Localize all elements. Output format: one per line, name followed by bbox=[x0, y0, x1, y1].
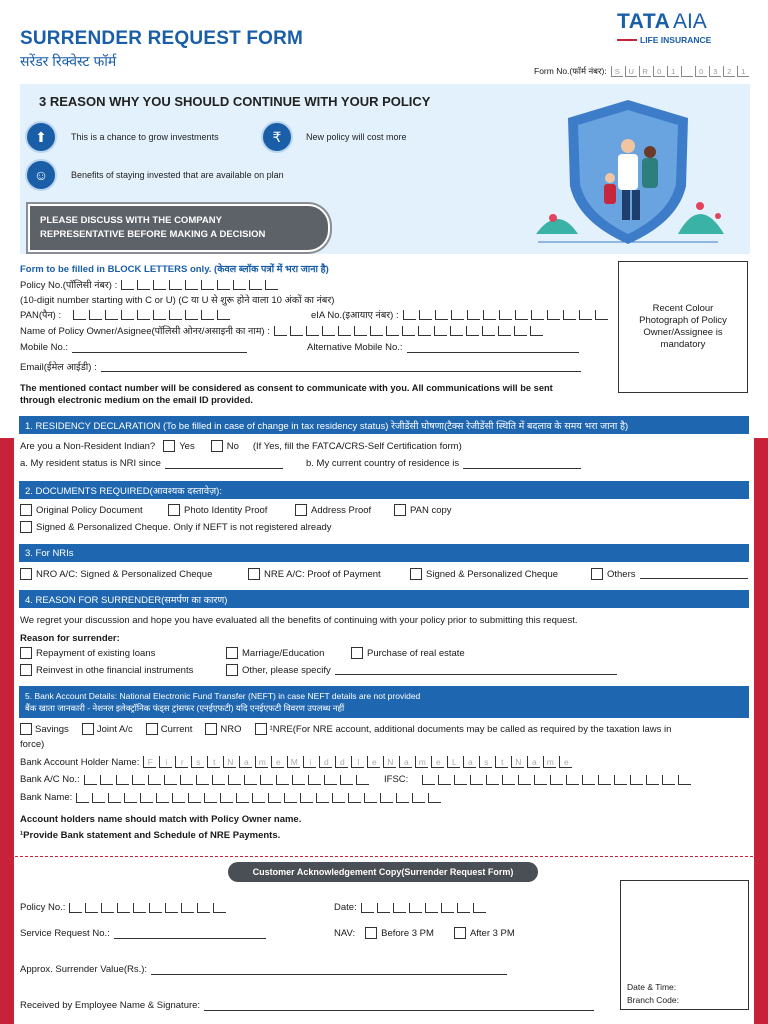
reason-bar bbox=[19, 590, 749, 608]
before-3pm-checkbox[interactable] bbox=[365, 927, 377, 939]
consent-line-2: through electronic medium on the email ID provided. bbox=[20, 395, 253, 405]
fatca-note: (If Yes, fill the FATCA/CRS-Self Certification form) bbox=[252, 440, 462, 452]
country-label: b. My current country of residence is bbox=[306, 458, 460, 469]
nre-proof-checkbox[interactable] bbox=[248, 568, 260, 580]
ifsc-label: IFSC: bbox=[384, 774, 409, 785]
reason-item-3 bbox=[351, 647, 465, 659]
ifsc-boxes[interactable] bbox=[422, 775, 694, 785]
doc-item-3 bbox=[295, 504, 371, 516]
nri-item-3 bbox=[410, 568, 558, 580]
email-field[interactable] bbox=[101, 362, 581, 372]
cost-icon: ₹ bbox=[261, 121, 293, 153]
nro-cheque-checkbox[interactable] bbox=[20, 568, 32, 580]
ack-pill-text: Customer Acknowledgement Copy(Surrender Request Form) bbox=[252, 867, 514, 877]
logo-tata-text: TATA bbox=[617, 10, 671, 33]
documents-bar bbox=[19, 481, 749, 499]
reason-2: New policy will cost more bbox=[306, 132, 407, 142]
reason-bar-text: 4. REASON FOR SURRENDER(समर्पण का कारण) bbox=[25, 594, 228, 606]
nri-since-row bbox=[20, 458, 283, 469]
nri-no-label: No bbox=[226, 440, 239, 452]
ack-date-boxes[interactable] bbox=[361, 903, 489, 913]
nri-question: Are you a Non-Resident Indian? bbox=[20, 440, 156, 452]
nri-item-4 bbox=[591, 568, 748, 580]
bank-note-2: ¹Provide Bank statement and Schedule of NRE Payments. bbox=[20, 830, 281, 841]
ack-received-row bbox=[20, 1000, 594, 1011]
doc-pan-copy-checkbox[interactable] bbox=[394, 504, 406, 516]
current-label: Current bbox=[160, 723, 193, 735]
nro-checkbox[interactable] bbox=[205, 723, 217, 735]
bank-note-1: Account holders name should match with Policy Owner name. bbox=[20, 814, 302, 825]
marriage-label: Marriage/Education bbox=[242, 647, 325, 659]
mobile-field[interactable] bbox=[72, 343, 247, 353]
doc-address-proof-label: Address Proof bbox=[311, 504, 372, 516]
ack-approx-field[interactable] bbox=[151, 965, 507, 975]
joint-checkbox[interactable] bbox=[82, 723, 94, 735]
form-number bbox=[534, 66, 751, 77]
doc-item-2 bbox=[168, 504, 267, 516]
marriage-checkbox[interactable] bbox=[226, 647, 238, 659]
reason-regret-text: We regret your discussion and hope you have evaluated all the benefits of continuing with your policy prior to submitting this request. bbox=[20, 615, 578, 626]
family-shield-illustration bbox=[528, 94, 728, 250]
signed-cheque-label: Signed & Personalized Cheque bbox=[426, 568, 559, 580]
bank-bar-line-1: 5. Bank Account Details: National Electronic Fund Transfer (NEFT) in case NEFT details are not provided bbox=[25, 691, 421, 701]
logo-red-line bbox=[617, 39, 637, 41]
account-no-label: Bank A/C No.: bbox=[20, 774, 80, 785]
nris-bar bbox=[19, 544, 749, 562]
others-field[interactable] bbox=[640, 569, 748, 579]
form-subtitle-hindi: सरेंडर रिक्वेस्ट फॉर्म bbox=[20, 53, 117, 69]
branch-code-label: Branch Code: bbox=[627, 995, 679, 1005]
reason-item-1 bbox=[20, 647, 155, 659]
residency-bar-text: 1. RESIDENCY DECLARATION (To be filled in case of change in tax residency status) रेजीडेंसी घोषणा(टैक्स रेजीडेंसी स्थिति में बदलाव के समय भरा जाना है) bbox=[25, 420, 629, 432]
other-reason-label: Other, please specify bbox=[242, 664, 331, 676]
ack-service-field[interactable] bbox=[114, 929, 266, 939]
real-estate-label: Purchase of real estate bbox=[367, 647, 465, 659]
ack-service-label: Service Request No.: bbox=[20, 928, 110, 939]
doc-item-1 bbox=[20, 504, 143, 516]
doc-address-proof-checkbox[interactable] bbox=[295, 504, 307, 516]
stamp-box[interactable] bbox=[620, 880, 749, 1010]
others-label: Others bbox=[607, 568, 636, 580]
after-3pm-label: After 3 PM bbox=[469, 927, 515, 939]
policy-no-row bbox=[20, 278, 281, 291]
nri-no-checkbox[interactable] bbox=[211, 440, 223, 452]
eia-row bbox=[311, 308, 611, 321]
doc-original-policy-label: Original Policy Document bbox=[36, 504, 143, 516]
date-time-label: Date & Time: bbox=[627, 982, 677, 992]
ack-pill bbox=[228, 862, 538, 882]
nri-yes-checkbox[interactable] bbox=[163, 440, 175, 452]
ack-policy-boxes[interactable] bbox=[69, 903, 229, 913]
growth-icon: ⬆ bbox=[25, 121, 57, 153]
owner-name-boxes[interactable] bbox=[274, 326, 546, 336]
policy-no-label: Policy No.(पॉलिसी नंबर) : bbox=[20, 280, 118, 291]
left-red-bar bbox=[0, 438, 14, 1024]
policy-no-note: (10-digit number starting with C or U) (C या U से शुरू होने वाला 10 अंकों का नंबर) bbox=[20, 295, 335, 306]
ack-received-label: Received by Employee Name & Signature: bbox=[20, 1000, 201, 1011]
repayment-label: Repayment of existing loans bbox=[36, 647, 156, 659]
doc-cheque-checkbox[interactable] bbox=[20, 521, 32, 533]
alt-mobile-row bbox=[307, 342, 579, 353]
photo-box[interactable] bbox=[618, 261, 748, 393]
bank-name-row bbox=[20, 792, 444, 803]
right-red-bar bbox=[754, 438, 768, 1024]
discuss-banner bbox=[28, 204, 330, 252]
nri-since-label: a. My resident status is NRI since bbox=[20, 458, 161, 469]
logo-aia-text: AIA bbox=[672, 10, 707, 33]
owner-name-row bbox=[20, 324, 546, 337]
current-checkbox[interactable] bbox=[146, 723, 158, 735]
nro-label: NRO bbox=[220, 723, 242, 735]
reason-3: Benefits of staying invested that are available on plan bbox=[71, 170, 284, 180]
block-letters-note: Form to be filled in BLOCK LETTERS only. (केवल ब्लॉक पत्रों में भरा जाना है) bbox=[20, 264, 329, 275]
savings-checkbox[interactable] bbox=[20, 723, 32, 735]
bank-bar-line-2: बैंक खाता जानकारी - नेशनल इलेक्ट्रॉनिक फंड्स ट्रांसफर (एनईएफटी) यदि एनईएफटी विवरण उपलब्ध नहीं bbox=[25, 703, 345, 713]
family-icon: ☺ bbox=[25, 159, 57, 191]
form-number-boxes: S U R 0 1 0 3 2 1 bbox=[611, 66, 751, 77]
documents-bar-text: 2. DOCUMENTS REQUIRED(आवश्यक दस्तावेज़): bbox=[25, 485, 222, 497]
mobile-label: Mobile No.: bbox=[20, 342, 69, 353]
email-row bbox=[20, 360, 581, 373]
reason-item-5 bbox=[226, 664, 617, 676]
reinvest-label: Reinvest in othe financial instruments bbox=[36, 664, 194, 676]
doc-original-policy-checkbox[interactable] bbox=[20, 504, 32, 516]
real-estate-checkbox[interactable] bbox=[351, 647, 363, 659]
doc-photo-id-checkbox[interactable] bbox=[168, 504, 180, 516]
holder-name-boxes[interactable]: F i r s t N a m e M i d d l e N a m e L a s t N a m e bbox=[143, 756, 575, 768]
repayment-checkbox[interactable] bbox=[20, 647, 32, 659]
ack-date-label: Date: bbox=[334, 902, 357, 913]
mobile-row bbox=[20, 342, 247, 353]
email-label: Email(ईमेल आईडी) : bbox=[20, 362, 97, 373]
owner-name-label: Name of Policy Owner/Asignee(पॉलिसी ओनर/असाइनी का नाम) : bbox=[20, 326, 270, 337]
form-number-label: Form No.(फॉर्म नंबर): bbox=[534, 66, 607, 76]
nri-since-field[interactable] bbox=[165, 459, 283, 469]
nre-note-cont: force) bbox=[20, 739, 45, 750]
nro-cheque-label: NRO A/C: Signed & Personalized Cheque bbox=[36, 568, 213, 580]
doc-cheque-label: Signed & Personalized Cheque. Only if NEFT is not registered already bbox=[36, 521, 332, 533]
holder-name-row bbox=[20, 756, 575, 768]
pan-row bbox=[20, 308, 233, 321]
savings-label: Savings bbox=[35, 723, 69, 735]
nri-question-row bbox=[20, 440, 462, 452]
bank-name-label: Bank Name: bbox=[20, 792, 73, 803]
reinvest-checkbox[interactable] bbox=[20, 664, 32, 676]
doc-item-4 bbox=[394, 504, 452, 516]
reason-item-2 bbox=[226, 647, 324, 659]
ack-date-row bbox=[334, 902, 489, 913]
ack-nav-row bbox=[334, 927, 515, 939]
reason-label: Reason for surrender: bbox=[20, 633, 120, 644]
others-checkbox[interactable] bbox=[591, 568, 603, 580]
pan-boxes[interactable] bbox=[73, 310, 233, 320]
ifsc-row bbox=[384, 774, 694, 785]
bank-bar bbox=[19, 686, 749, 718]
nre-proof-label: NRE A/C: Proof of Payment bbox=[264, 568, 381, 580]
ack-approx-label: Approx. Surrender Value(Rs.): bbox=[20, 964, 148, 975]
nri-item-2 bbox=[248, 568, 381, 580]
reason-1: This is a chance to grow investments bbox=[71, 132, 219, 142]
policy-no-boxes[interactable] bbox=[121, 280, 281, 290]
ack-service-row bbox=[20, 928, 266, 939]
nre-checkbox[interactable] bbox=[255, 723, 267, 735]
nre-note: ¹NRE(For NRE account, additional documents may be called as required by the taxation laws in bbox=[269, 723, 672, 735]
photo-box-text: Recent Colour Photograph of Policy Owner/Assignee is mandatory bbox=[639, 303, 727, 350]
account-no-row bbox=[20, 774, 372, 785]
nris-bar-text: 3. For NRIs bbox=[25, 547, 74, 559]
ack-received-field[interactable] bbox=[204, 1001, 594, 1011]
residency-bar bbox=[19, 416, 749, 434]
nri-item-1 bbox=[20, 568, 212, 580]
after-3pm-checkbox[interactable] bbox=[454, 927, 466, 939]
ack-policy-label: Policy No.: bbox=[20, 902, 66, 913]
tear-line bbox=[0, 856, 768, 857]
doc-pan-copy-label: PAN copy bbox=[410, 504, 452, 516]
ack-nav-label: NAV: bbox=[334, 927, 356, 939]
account-no-boxes[interactable] bbox=[84, 775, 372, 785]
account-type-row bbox=[20, 723, 671, 735]
signed-cheque-checkbox[interactable] bbox=[410, 568, 422, 580]
alt-mobile-label: Alternative Mobile No.: bbox=[307, 342, 403, 353]
eia-boxes[interactable] bbox=[403, 310, 611, 320]
ack-approx-row bbox=[20, 964, 507, 975]
logo-life-insurance: LIFE INSURANCE bbox=[640, 35, 712, 45]
alt-mobile-field[interactable] bbox=[407, 343, 579, 353]
reasons-heading: 3 REASON WHY YOU SHOULD CONTINUE WITH YOUR POLICY bbox=[39, 94, 431, 109]
bank-name-boxes[interactable] bbox=[76, 793, 444, 803]
reason-item-4 bbox=[20, 664, 193, 676]
ack-policy-row bbox=[20, 902, 229, 913]
discuss-line-2: REPRESENTATIVE BEFORE MAKING A DECISION bbox=[40, 229, 266, 240]
other-reason-checkbox[interactable] bbox=[226, 664, 238, 676]
form-title: SURRENDER REQUEST FORM bbox=[20, 28, 304, 49]
consent-line-1: The mentioned contact number will be considered as consent to communicate with you. All communications will be sent bbox=[20, 383, 553, 393]
eia-label: eIA No.(इआयाए नंबर) : bbox=[311, 310, 399, 321]
holder-name-label: Bank Account Holder Name: bbox=[20, 756, 140, 768]
doc-photo-id-label: Photo Identity Proof bbox=[184, 504, 268, 516]
country-row bbox=[306, 458, 581, 469]
joint-label: Joint A/c bbox=[96, 723, 133, 735]
pan-label: PAN(पैन) : bbox=[20, 310, 62, 321]
other-reason-field[interactable] bbox=[335, 665, 617, 675]
tata-aia-logo bbox=[617, 10, 749, 45]
nri-yes-label: Yes bbox=[179, 440, 195, 452]
doc-item-cheque bbox=[20, 521, 332, 533]
discuss-line-1: PLEASE DISCUSS WITH THE COMPANY bbox=[40, 215, 222, 226]
country-field[interactable] bbox=[463, 459, 581, 469]
before-3pm-label: Before 3 PM bbox=[381, 927, 434, 939]
